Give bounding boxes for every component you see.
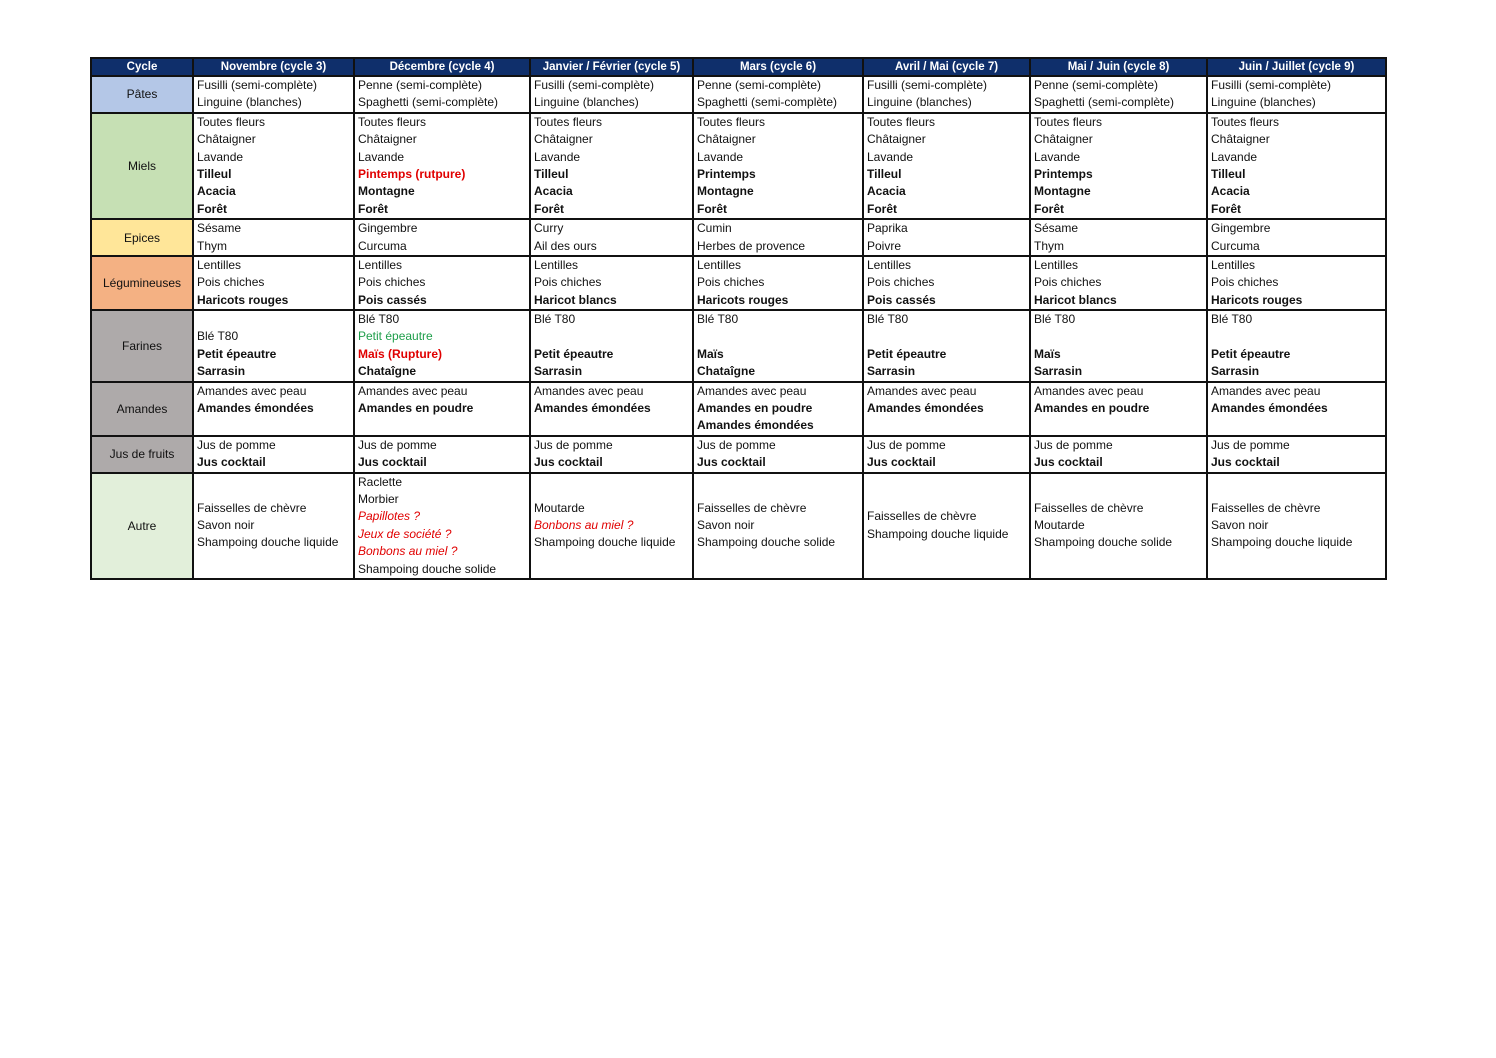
cell-line: Jus de pomme [197, 437, 276, 452]
cell-line: Lavande [697, 149, 744, 164]
table-cell [193, 256, 354, 310]
cell-line: Jus cocktail [1211, 455, 1280, 470]
cell-line-question: Jeux de société ? [358, 526, 452, 541]
cell-line: Amandes en poudre [358, 401, 474, 416]
table-cell [1207, 113, 1386, 219]
cell-line: Chataîgne [358, 364, 417, 379]
cell-line: Toutes fleurs [1211, 114, 1280, 129]
cell-line: Amandes avec peau [697, 383, 807, 398]
cell-line: Châtaigner [534, 132, 593, 147]
cell-line: Petit épeautre [534, 346, 614, 361]
cell-line: Curcuma [358, 238, 407, 253]
cell-line: Jus de pomme [358, 437, 437, 452]
cell-line: Acacia [867, 184, 906, 199]
cell-line: Châtaigner [197, 132, 256, 147]
cell-line: Acacia [534, 184, 573, 199]
cell-line [531, 417, 692, 434]
cell-line: Haricot blancs [534, 292, 617, 307]
table-cell [1030, 256, 1207, 310]
cell-line-question: Bonbons au miel ? [534, 518, 634, 533]
cell-line: Lentilles [358, 257, 403, 272]
table-cell [693, 310, 863, 382]
cell-line: Forêt [197, 201, 227, 216]
cell-line: Curry [534, 221, 564, 236]
cell-line: Sarrasin [534, 364, 583, 379]
cell-line: Pois chiches [534, 275, 602, 290]
category-epices: Epices [91, 219, 193, 256]
table-cell [1207, 310, 1386, 382]
cell-line: Lentilles [867, 257, 912, 272]
cell-line: Tilleul [197, 166, 232, 181]
table-cell [530, 382, 693, 436]
cell-line: Petit épeautre [867, 346, 947, 361]
cell-line: Amandes avec peau [358, 383, 468, 398]
table-cell [530, 256, 693, 310]
cell-line: Lavande [197, 149, 244, 164]
cell-line: Thym [1034, 238, 1064, 253]
table-cell [693, 256, 863, 310]
cell-line: Haricots rouges [197, 292, 289, 307]
cell-line: Shampoing douche solide [358, 561, 497, 576]
header-row [91, 58, 1386, 76]
row-farines [91, 310, 1386, 382]
cell-line: Raclette [358, 474, 403, 489]
cell-line: Penne (semi-complète) [697, 78, 822, 92]
cell-line: Amandes émondées [1211, 401, 1328, 416]
table-cell [1030, 473, 1207, 579]
cell-line: Jus cocktail [534, 455, 603, 470]
cell-line: Châtaigner [358, 132, 417, 147]
cell-line: Blé T80 [1211, 312, 1253, 327]
table-cell [354, 310, 530, 382]
cell-line [864, 328, 1029, 345]
cell-line: Faisselles de chèvre [697, 500, 807, 515]
table-cell [693, 382, 863, 436]
table-cell [530, 219, 693, 256]
category-legumineuses: Légumineuses [91, 256, 193, 310]
cell-line: Forêt [867, 201, 897, 216]
header-col: Juin / Juillet (cycle 9) [1207, 58, 1386, 76]
cell-line: Forêt [358, 201, 388, 216]
table-cell [863, 219, 1030, 256]
row-epices [91, 219, 1386, 256]
table-cell [354, 76, 530, 113]
table-cell [863, 76, 1030, 113]
cell-line: Lavande [1211, 149, 1258, 164]
cell-line: Faisselles de chèvre [197, 500, 307, 515]
cell-line: Faisselles de chèvre [1034, 500, 1144, 515]
header-col: Décembre (cycle 4) [354, 58, 530, 76]
cell-line: Moutarde [534, 500, 585, 515]
table-cell [354, 473, 530, 579]
cell-line: Savon noir [697, 518, 755, 533]
cell-line: Jus de pomme [534, 437, 613, 452]
cell-line: Poivre [867, 238, 902, 253]
cell-line: Sésame [1034, 221, 1079, 236]
cell-line: Pois chiches [358, 275, 426, 290]
cell-line: Pois chiches [197, 275, 265, 290]
cell-line: Forêt [1211, 201, 1241, 216]
header-cycle: Cycle [91, 58, 193, 76]
cell-line: Lavande [867, 149, 914, 164]
cell-line [194, 417, 353, 434]
row-miels [91, 113, 1386, 219]
cell-line: Forêt [534, 201, 564, 216]
cell-line: Amandes émondées [197, 401, 314, 416]
cell-line: Chataîgne [697, 364, 756, 379]
cell-line: Sarrasin [1034, 364, 1083, 379]
cell-line: Jus cocktail [1034, 455, 1103, 470]
cell-line: Shampoing douche solide [1034, 535, 1173, 550]
cell-line [1031, 328, 1206, 345]
cell-line: Curcuma [1211, 238, 1260, 253]
cell-line: Spaghetti (semi-complète) [358, 95, 499, 110]
table-cell [1207, 473, 1386, 579]
table-cell [1030, 219, 1207, 256]
cell-line: Lentilles [197, 257, 242, 272]
cell-line-rupture: Maïs (Rupture) [358, 346, 442, 361]
cell-line: Sésame [197, 221, 242, 236]
cell-line [694, 328, 862, 345]
cell-line: Jus de pomme [1034, 437, 1113, 452]
cell-line: Linguine (blanches) [197, 95, 302, 110]
cell-line: Amandes en poudre [1034, 401, 1150, 416]
cell-line [531, 328, 692, 345]
cell-line: Printemps [697, 166, 756, 181]
cell-line: Morbier [358, 491, 399, 506]
header-col: Mars (cycle 6) [693, 58, 863, 76]
category-autre: Autre [91, 473, 193, 579]
table-cell [1207, 76, 1386, 113]
cell-line: Tilleul [534, 166, 569, 181]
cell-line [864, 417, 1029, 434]
cell-line: Montagne [358, 184, 415, 199]
category-jus: Jus de fruits [91, 436, 193, 473]
cell-line: Petit épeautre [1211, 346, 1291, 361]
cell-line: Spaghetti (semi-complète) [697, 95, 838, 110]
cell-line: Amandes avec peau [1034, 383, 1144, 398]
cell-line: Lavande [1034, 149, 1081, 164]
cell-line: Tilleul [867, 166, 902, 181]
table-cell [863, 113, 1030, 219]
cell-line: Forêt [1034, 201, 1064, 216]
cell-line: Forêt [697, 201, 727, 216]
cell-line: Faisselles de chèvre [867, 509, 977, 524]
cell-line: Petit épeautre [197, 346, 277, 361]
cell-line: Acacia [1211, 184, 1250, 199]
cell-line-rupture: Pintemps (rutpure) [358, 166, 466, 181]
table-cell [530, 310, 693, 382]
category-farines: Farines [91, 310, 193, 382]
cell-line: Châtaigner [1211, 132, 1270, 147]
cell-line: Lentilles [1211, 257, 1256, 272]
category-miels: Miels [91, 113, 193, 219]
cell-line: Lavande [358, 149, 405, 164]
cell-line: Cumin [697, 221, 732, 236]
cell-line: Printemps [1034, 166, 1093, 181]
cell-line: Penne (semi-complète) [358, 78, 483, 92]
cell-line: Haricots rouges [697, 292, 789, 307]
cell-line: Gingembre [1211, 221, 1271, 236]
cell-line: Paprika [867, 221, 908, 236]
cell-line-question: Bonbons au miel ? [358, 544, 458, 559]
cell-line: Lentilles [697, 257, 742, 272]
table-cell [530, 436, 693, 473]
cell-line: Sarrasin [867, 364, 916, 379]
table-cell [693, 76, 863, 113]
cell-line [355, 417, 529, 434]
cell-line: Jus cocktail [697, 455, 766, 470]
cell-line: Jus cocktail [197, 455, 266, 470]
cell-line: Thym [197, 238, 227, 253]
category-amandes: Amandes [91, 382, 193, 436]
row-amandes [91, 382, 1386, 436]
table-cell [1030, 113, 1207, 219]
table-cell [1207, 436, 1386, 473]
cell-line: Shampoing douche liquide [1211, 535, 1353, 550]
cell-line: Toutes fleurs [197, 114, 266, 129]
table-cell [693, 219, 863, 256]
cell-line: Spaghetti (semi-complète) [1034, 95, 1175, 110]
cell-line: Pois cassés [867, 292, 936, 307]
table-cell [863, 256, 1030, 310]
cell-line: Linguine (blanches) [534, 95, 639, 110]
table-cell [530, 76, 693, 113]
cell-line: Linguine (blanches) [1211, 95, 1316, 110]
cell-line: Amandes avec peau [534, 383, 644, 398]
cell-line: Jus de pomme [697, 437, 776, 452]
header-col: Mai / Juin (cycle 8) [1030, 58, 1207, 76]
cell-line: Shampoing douche liquide [534, 535, 676, 550]
table-cell [354, 219, 530, 256]
cell-line: Châtaigner [697, 132, 756, 147]
cell-line: Châtaigner [867, 132, 926, 147]
cell-line: Shampoing douche solide [697, 535, 836, 550]
cell-line: Moutarde [1034, 518, 1085, 533]
cell-line: Châtaigner [1034, 132, 1093, 147]
table-cell [193, 310, 354, 382]
table-cell [354, 113, 530, 219]
cell-line [1031, 417, 1206, 434]
cell-line: Amandes émondées [534, 401, 651, 416]
cell-line: Toutes fleurs [867, 114, 936, 129]
cell-line: Sarrasin [197, 364, 246, 379]
table-cell [530, 473, 693, 579]
cell-line: Jus cocktail [358, 455, 427, 470]
cell-line [194, 311, 353, 328]
table-cell [193, 76, 354, 113]
cell-line: Savon noir [197, 518, 255, 533]
table-cell [1207, 219, 1386, 256]
cell-line: Shampoing douche liquide [867, 526, 1009, 541]
table-cell [693, 113, 863, 219]
table-cell [193, 219, 354, 256]
table-cell [1030, 382, 1207, 436]
table-cell [693, 473, 863, 579]
table-cell [530, 113, 693, 219]
cell-line: Blé T80 [534, 312, 576, 327]
cell-line: Blé T80 [697, 312, 739, 327]
cell-line: Savon noir [1211, 518, 1269, 533]
cell-line: Pois cassés [358, 292, 427, 307]
table-cell [354, 256, 530, 310]
table-cell [193, 113, 354, 219]
cell-line: Blé T80 [867, 312, 909, 327]
cell-line: Lentilles [534, 257, 579, 272]
table-cell [863, 310, 1030, 382]
cell-line: Amandes avec peau [197, 383, 307, 398]
cell-line: Blé T80 [197, 329, 239, 344]
cell-line: Toutes fleurs [358, 114, 427, 129]
cell-line: Pois chiches [697, 275, 765, 290]
cell-line: Toutes fleurs [534, 114, 603, 129]
table-cell [1207, 382, 1386, 436]
cell-line: Blé T80 [1034, 312, 1076, 327]
table-cell [863, 473, 1030, 579]
cell-line: Toutes fleurs [697, 114, 766, 129]
cell-line: Acacia [197, 184, 236, 199]
cell-line: Gingembre [358, 221, 418, 236]
cell-line: Tilleul [1211, 166, 1246, 181]
cell-line-question: Papillotes ? [358, 509, 421, 524]
cell-line [1208, 417, 1385, 434]
cell-line: Jus de pomme [867, 437, 946, 452]
table-cell [863, 436, 1030, 473]
row-pates [91, 76, 1386, 113]
cell-line: Amandes émondées [697, 418, 814, 433]
table-cell [193, 436, 354, 473]
cell-line: Amandes en poudre [697, 401, 813, 416]
cell-line: Toutes fleurs [1034, 114, 1103, 129]
cell-line: Montagne [697, 184, 754, 199]
cell-line [1208, 328, 1385, 345]
cell-line: Linguine (blanches) [867, 95, 972, 110]
table-cell [193, 473, 354, 579]
cell-line: Faisselles de chèvre [1211, 500, 1321, 515]
cell-line: Shampoing douche liquide [197, 535, 339, 550]
cell-line: Herbes de provence [697, 238, 806, 253]
cell-line: Amandes avec peau [867, 383, 977, 398]
row-autre [91, 473, 1386, 579]
cell-line: Fusilli (semi-complète) [1211, 78, 1332, 92]
header-col: Novembre (cycle 3) [193, 58, 354, 76]
table-cell [1030, 76, 1207, 113]
table-cell [193, 382, 354, 436]
header-col: Janvier / Février (cycle 5) [530, 58, 693, 76]
category-pates: Pâtes [91, 76, 193, 113]
table-cell [1030, 310, 1207, 382]
cell-line: Amandes émondées [867, 401, 984, 416]
table-cell [1030, 436, 1207, 473]
cell-line: Jus cocktail [867, 455, 936, 470]
table-cell [354, 436, 530, 473]
cell-line: Fusilli (semi-complète) [197, 78, 318, 92]
cell-line: Fusilli (semi-complète) [867, 78, 988, 92]
cell-line: Penne (semi-complète) [1034, 78, 1159, 92]
cell-line: Jus de pomme [1211, 437, 1290, 452]
row-legumineuses [91, 256, 1386, 310]
cell-line: Blé T80 [358, 312, 400, 327]
cell-line: Sarrasin [1211, 364, 1260, 379]
row-jus [91, 436, 1386, 473]
table-cell [693, 436, 863, 473]
table-cell [1207, 256, 1386, 310]
cell-line: Lavande [534, 149, 581, 164]
cell-line: Haricot blancs [1034, 292, 1117, 307]
cell-line: Maïs [697, 346, 724, 361]
cell-line: Haricots rouges [1211, 292, 1303, 307]
table-cell [354, 382, 530, 436]
cell-line: Maïs [1034, 346, 1061, 361]
cell-line: Montagne [1034, 184, 1091, 199]
cell-line: Pois chiches [1211, 275, 1279, 290]
cell-line: Fusilli (semi-complète) [534, 78, 655, 92]
cell-line: Pois chiches [1034, 275, 1102, 290]
cell-line-new: Petit épeautre [358, 329, 433, 344]
cell-line: Pois chiches [867, 275, 935, 290]
cell-line: Lentilles [1034, 257, 1079, 272]
product-cycle-table [90, 57, 1387, 580]
cell-line: Amandes avec peau [1211, 383, 1321, 398]
cell-line: Ail des ours [534, 238, 597, 253]
table-cell [863, 382, 1030, 436]
header-col: Avril / Mai (cycle 7) [863, 58, 1030, 76]
